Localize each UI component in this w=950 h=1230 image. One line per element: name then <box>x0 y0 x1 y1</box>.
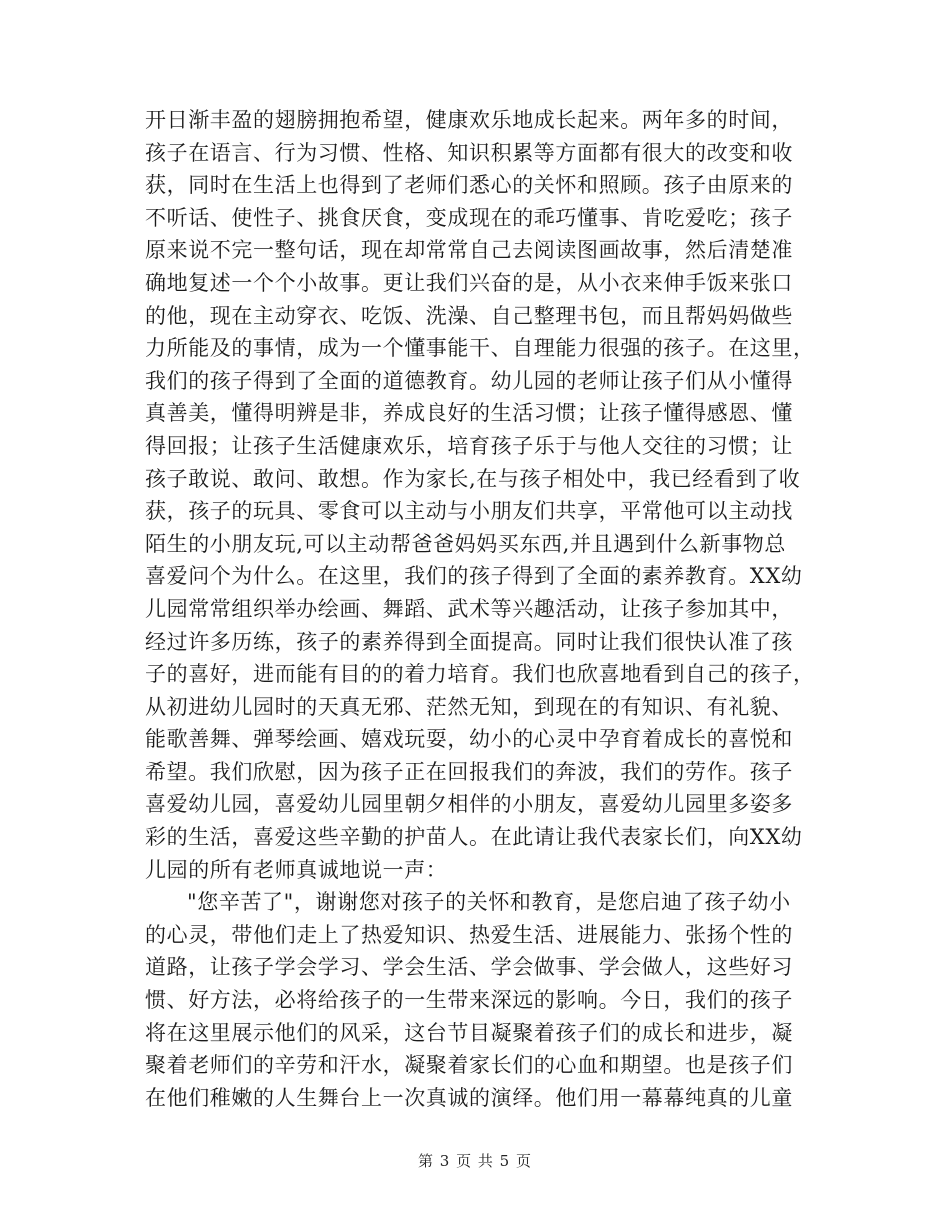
text-line: 获，同时在生活上也得到了老师们悉心的关怀和照顾。孩子由原来的 <box>145 173 793 198</box>
text-line: 从初进幼儿园时的天真无邪、茫然无知，到现在的有知识、有礼貌、 <box>145 694 793 719</box>
text-line: 我们的孩子得到了全面的道德教育。幼儿园的老师让孩子们从小懂得 <box>145 368 793 393</box>
text-line: 喜爱问个为什么。在这里，我们的孩子得到了全面的素养教育。XX幼 <box>145 564 803 589</box>
text-line: "您辛苦了"，谢谢您对孩子的关怀和教育，是您启迪了孩子幼小 <box>187 890 791 915</box>
text-line: 道路，让孩子学会学习、学会生活、学会做事、学会做人，这些好习 <box>145 955 793 980</box>
text-line: 孩子在语言、行为习惯、性格、知识积累等方面都有很大的改变和收 <box>145 140 793 165</box>
text-line: 陌生的小朋友玩,可以主动帮爸爸妈妈买东西,并且遇到什么新事物总 <box>145 531 786 556</box>
text-line: 能歌善舞、弹琴绘画、嬉戏玩耍，幼小的心灵中孕育着成长的喜悦和 <box>145 727 793 752</box>
page-number-footer: 第 3 页 共 5 页 <box>418 1152 532 1170</box>
text-line: 经过许多历练，孩子的素养得到全面提高。同时让我们很快认准了孩 <box>145 629 793 654</box>
text-line: 确地复述一个个小故事。更让我们兴奋的是，从小衣来伸手饭来张口 <box>145 270 793 295</box>
text-line: 子的喜好，进而能有目的的着力培育。我们也欣喜地看到自己的孩子， <box>145 662 815 687</box>
text-line: 力所能及的事情，成为一个懂事能干、自理能力很强的孩子。在这里， <box>145 336 815 361</box>
text-line: 儿园常常组织举办绘画、舞蹈、武术等兴趣活动，让孩子参加其中， <box>145 596 793 621</box>
text-line: 得回报；让孩子生活健康欢乐，培育孩子乐于与他人交往的习惯；让 <box>145 433 793 458</box>
text-line: 聚着老师们的辛劳和汗水，凝聚着家长们的心血和期望。也是孩子们 <box>145 1053 793 1078</box>
text-line: 彩的生活，喜爱这些辛勤的护苗人。在此请让我代表家长们，向XX幼 <box>145 825 803 850</box>
text-line: 希望。我们欣慰，因为孩子正在回报我们的奔波，我们的劳作。孩子 <box>145 759 793 784</box>
text-line: 原来说不完一整句话，现在却常常自己去阅读图画故事，然后清楚准 <box>145 238 793 263</box>
text-line: 在他们稚嫩的人生舞台上一次真诚的演绎。他们用一幕幕纯真的儿童 <box>145 1085 793 1110</box>
text-line: 孩子敢说、敢问、敢想。作为家长,在与孩子相处中，我已经看到了收 <box>145 466 801 491</box>
text-line: 儿园的所有老师真诚地说一声： <box>145 857 448 882</box>
text-line: 开日渐丰盈的翅膀拥抱希望，健康欢乐地成长起来。两年多的时间， <box>145 108 793 132</box>
text-line: 的他，现在主动穿衣、吃饭、洗澡、自己整理书包，而且帮妈妈做些 <box>145 303 793 328</box>
text-line: 将在这里展示他们的风采，这台节目凝聚着孩子们的成长和进步，凝 <box>145 1020 793 1045</box>
text-line: 喜爱幼儿园，喜爱幼儿园里朝夕相伴的小朋友，喜爱幼儿园里多姿多 <box>145 792 793 817</box>
text-line: 惯、好方法，必将给孩子的一生带来深远的影响。今日，我们的孩子 <box>145 988 793 1013</box>
body-text <box>145 104 815 1114</box>
text-line: 不听话、使性子、挑食厌食，变成现在的乖巧懂事、肯吃爱吃；孩子 <box>145 205 793 230</box>
text-line: 真善美，懂得明辨是非，养成良好的生活习惯；让孩子懂得感恩、懂 <box>145 401 793 426</box>
text-line: 获，孩子的玩具、零食可以主动与小朋友们共享，平常他可以主动找 <box>145 499 793 524</box>
text-line: 的心灵，带他们走上了热爱知识、热爱生活、进展能力、张扬个性的 <box>145 922 793 947</box>
